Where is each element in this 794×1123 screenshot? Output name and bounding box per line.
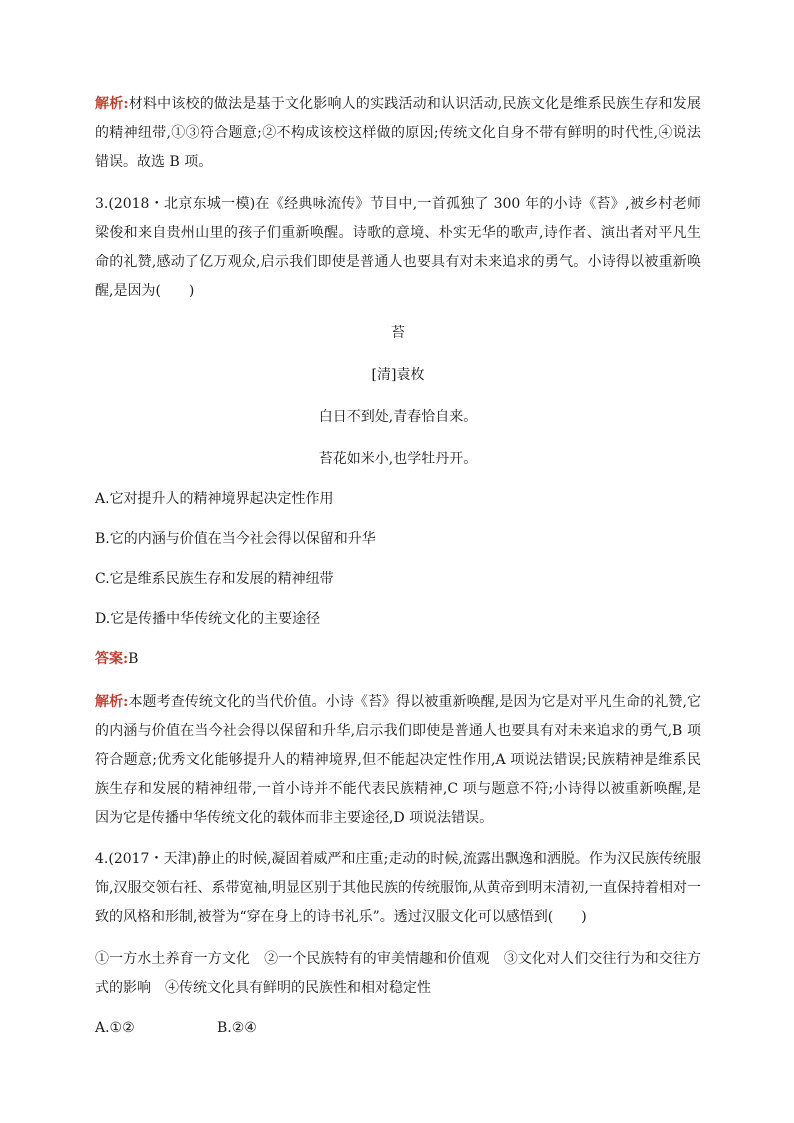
poem-title: 苔	[391, 325, 405, 341]
choice-b: B.②④	[217, 1020, 257, 1036]
answer-value: B	[128, 651, 139, 667]
poem	[95, 322, 701, 470]
question-4-stem: 4.(2017・天津)静止的时候,凝固着威严和庄重;走动的时候,流露出飘逸和洒脱。作为汉民族传统服饰,汉服交领右衽、系带宽袖,明显区别于其他民族的传统服饰,从黄帝到明末清初,一直保持着相对一致的风格和形制,被誉为“穿在身上的诗书礼乐”。透过汉服文化可以感悟到( )	[95, 851, 701, 925]
analysis-text: 本题考查传统文化的当代价值。小诗《苔》得以被重新唤醒,是因为它是对平凡生命的礼赞,它的内涵与价值在当今社会得以保留和升华,启示我们即使是普通人也要具有对未来追求的勇气,B 项符合题意;优秀文化能够提升人的精神境界,但不能起决定性作用,A 项说法错误;民族精神是维系民族生存和发展的精神纽带,一首小诗并不能代表民族精神,C 项与题意不符;小诗得以被重新唤醒,是因为它是传播中华传统文化的载体而非主要途径,D 项说法错误。	[95, 694, 702, 826]
analysis-q3	[95, 688, 701, 833]
analysis-text: 材料中该校的做法是基于文化影响人的实践活动和认识活动,民族文化是维系民族生存和发展的精神纽带,①③符合题意;②不构成该校这样做的原因;传统文化自身不带有鲜明的时代性,④说法错误。故选 B 项。	[95, 96, 701, 170]
option-a: A.它对提升人的精神境界起决定性作用	[95, 491, 334, 507]
choice-a: A.①②	[95, 1020, 135, 1036]
poem-line-2: 苔花如米小,也学牡丹开。	[318, 451, 478, 467]
analysis-label: 解析:	[95, 96, 129, 112]
question-4-choices	[95, 1017, 701, 1039]
document-page	[95, 90, 701, 1039]
analysis-label: 解析:	[95, 694, 129, 710]
option-d: D.它是传播中华传统文化的主要途径	[95, 611, 321, 627]
option-c: C.它是维系民族生存和发展的精神纽带	[95, 571, 334, 587]
question-3-stem: 3.(2018・北京东城一模)在《经典咏流传》节目中,一首孤独了 300 年的小诗《苔》,被乡村老师梁俊和来自贵州山里的孩子们重新唤醒。诗歌的意境、朴实无华的歌声,诗作者、演出者对平凡生命的礼赞,感动了亿万观众,启示我们即使是普通人也要具有对未来追求的勇气。小诗得以被重新唤醒,是因为( )	[95, 196, 701, 299]
answer-label: 答案:	[95, 651, 129, 667]
poem-author: [清]袁枚	[371, 367, 425, 383]
option-b: B.它的内涵与价值在当今社会得以保留和升华	[95, 531, 376, 547]
analysis-previous	[95, 90, 701, 177]
poem-line-1: 白日不到处,青春恰自来。	[318, 409, 478, 425]
question-4-statements: ①一方水土养育一方文化 ②一个民族特有的审美情趣和价值观 ③文化对人们交往行为和交往方式的影响 ④传统文化具有鲜明的民族性和相对稳定性	[95, 951, 701, 996]
answer	[95, 648, 701, 670]
